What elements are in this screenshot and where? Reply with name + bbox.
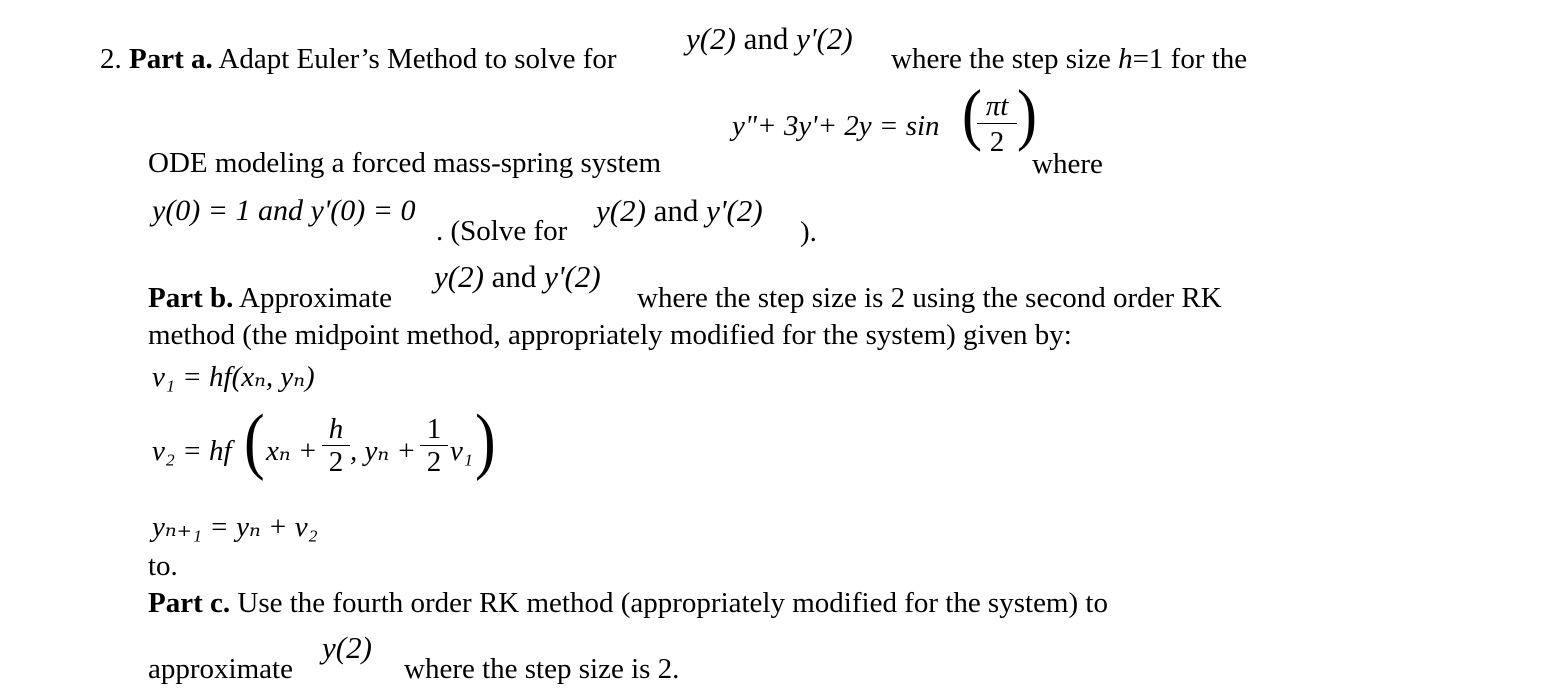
ode-right-paren: ) xyxy=(1017,76,1037,152)
solve-close: ). xyxy=(800,216,817,248)
one-numerator: 1 xyxy=(420,415,448,446)
ode-left-paren: ( xyxy=(962,76,982,152)
problem-number: 2. xyxy=(100,43,122,75)
part-a-intro: Adapt Euler’s Method to solve for xyxy=(218,43,617,75)
to-text: to. xyxy=(148,550,178,582)
part-b-line-2: method (the midpoint method, appropriately modified for the system) given by: xyxy=(148,319,1072,351)
approximate-text: approximate xyxy=(148,653,293,685)
part-b-step-text: where the step size is 2 using the second order RK xyxy=(637,282,1222,314)
part-c-y2: y(2) xyxy=(322,630,372,665)
solve-for-text: . (Solve for xyxy=(436,215,568,247)
and-word: and xyxy=(653,193,699,228)
part-b-intro: Approximate xyxy=(239,282,393,314)
half-denominator: 2 xyxy=(426,446,442,478)
yp2-expression: y'(2) xyxy=(544,259,601,294)
h-equals-text: =1 for the xyxy=(1132,43,1248,75)
target-expression-b xyxy=(434,261,601,292)
step-size-text: where the step size xyxy=(891,43,1111,75)
equation-y-next: yₙ₊₁ = yₙ + v₂ xyxy=(152,511,318,543)
and-word: and xyxy=(491,259,537,294)
initial-conditions-text: y(0) = 1 and y'(0) = 0 xyxy=(152,194,416,227)
y2-expression: y(2) xyxy=(434,259,484,294)
part-c-label: Part c. xyxy=(148,587,231,619)
target-expression-a xyxy=(686,23,853,54)
part-b-label: Part b. xyxy=(148,282,234,314)
ode-where: where xyxy=(1032,148,1103,180)
v2-left-paren: ( xyxy=(244,400,265,482)
equation-v2-x: xₙ + xyxy=(266,435,318,467)
part-c-text: Use the fourth order RK method (appropriately modified for the system) to xyxy=(237,587,1108,619)
h-over-2-fraction xyxy=(322,415,350,477)
ode-denominator: 2 xyxy=(989,126,1005,158)
y2-expression: y(2) xyxy=(686,21,736,56)
ode-fraction xyxy=(977,92,1017,157)
part-a-label: Part a. xyxy=(129,43,213,75)
ode-lhs: y"+ 3y'+ 2y = sin xyxy=(732,110,940,142)
h-denominator: 2 xyxy=(328,446,344,478)
yp2-expression: y'(2) xyxy=(796,21,853,56)
h-numerator: h xyxy=(322,415,350,446)
part-c-line-1 xyxy=(148,589,1108,618)
equation-v2-lhs: v₂ = hf xyxy=(152,435,232,467)
yp2-expression: y'(2) xyxy=(706,193,763,228)
equation-v1: v₁ = hf(xₙ, yₙ) xyxy=(152,361,315,393)
v2-right-paren: ) xyxy=(475,400,496,482)
and-word: and xyxy=(743,21,789,56)
initial-conditions xyxy=(152,196,416,226)
part-a-line-1 xyxy=(100,45,617,74)
h-variable: h xyxy=(1118,43,1133,75)
equation-v2-y: , yₙ + xyxy=(350,435,416,467)
ode-equation xyxy=(732,112,940,141)
part-c-tail: where the step size is 2. xyxy=(404,653,680,685)
part-a-line-2: ODE modeling a forced mass-spring system xyxy=(148,147,662,179)
part-a-step-text xyxy=(891,45,1247,74)
ode-numerator: πt xyxy=(977,92,1017,124)
y2-expression: y(2) xyxy=(596,193,646,228)
equation-v2-v1: v₁ xyxy=(450,435,473,467)
target-expression-solve xyxy=(596,195,763,226)
part-b-line-1 xyxy=(148,284,392,313)
half-fraction xyxy=(420,415,448,477)
